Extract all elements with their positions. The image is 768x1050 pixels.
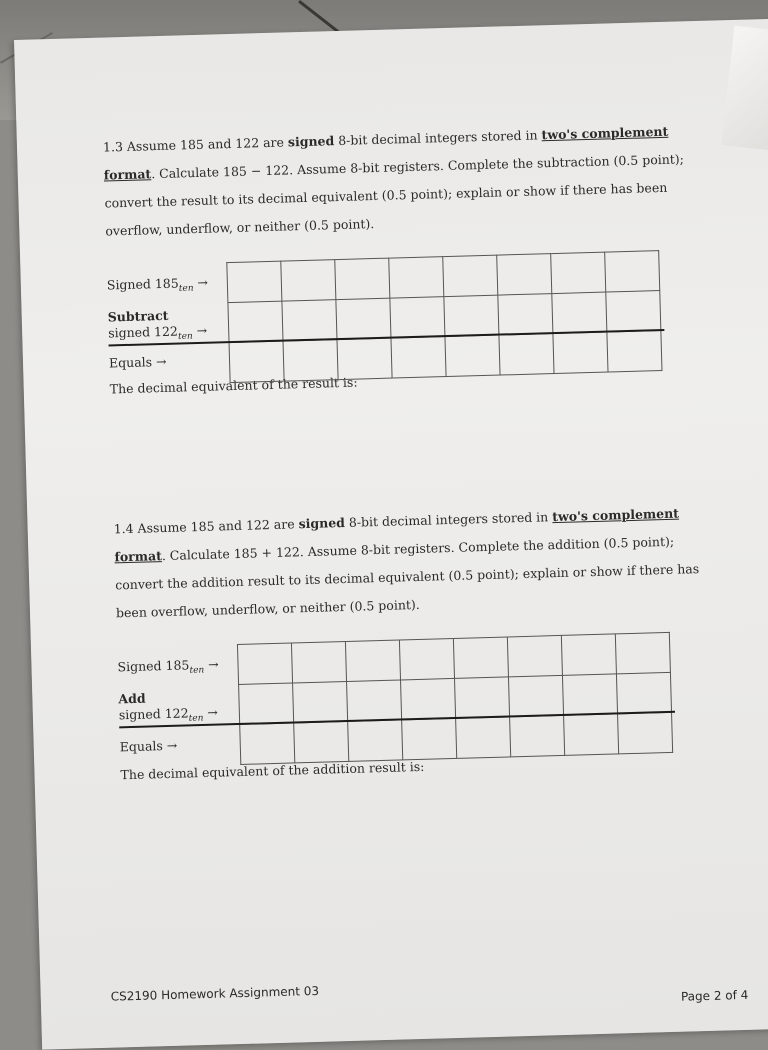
keyword-signed: signed: [298, 514, 346, 532]
result-prompt: The decimal equivalent of the addition result is:: [120, 758, 425, 783]
row-label-signed-122: signed $122_{ten}$ →: [118, 704, 218, 724]
bit-cell[interactable]: [337, 338, 392, 379]
bit-cell[interactable]: [348, 720, 403, 761]
keyword-twos-complement: two's complement format: [103, 123, 669, 183]
bit-cell[interactable]: [401, 678, 456, 719]
bit-cell[interactable]: [281, 260, 336, 301]
bit-cell[interactable]: [283, 340, 338, 381]
bit-cell[interactable]: [347, 680, 402, 721]
bit-cell[interactable]: [291, 641, 346, 682]
keyword-signed: signed: [287, 133, 335, 150]
bit-cell[interactable]: [616, 672, 671, 713]
bit-cell[interactable]: [445, 335, 500, 376]
bit-cell[interactable]: [618, 712, 673, 753]
bit-cell[interactable]: [237, 643, 292, 684]
result-prompt: The decimal equivalent of the result is:: [109, 374, 358, 397]
operation-label-add: Add: [118, 690, 146, 707]
bit-cell[interactable]: [561, 634, 616, 675]
question-number: 1.4: [113, 520, 134, 537]
bit-cell[interactable]: [551, 252, 606, 293]
bit-cell[interactable]: [497, 254, 552, 295]
bit-cell[interactable]: [345, 640, 400, 681]
bit-cell[interactable]: [553, 332, 608, 373]
row-label-equals: Equals →: [108, 353, 167, 371]
bit-cell[interactable]: [507, 635, 562, 676]
bit-cell[interactable]: [498, 294, 553, 335]
row-label-signed-185: Signed $185_{ten}$ →: [117, 656, 219, 676]
bit-grid-addition: [237, 632, 673, 765]
bit-cell[interactable]: [607, 331, 662, 372]
bit-cell[interactable]: [294, 721, 349, 762]
paper-sheet: [14, 18, 768, 1049]
paper-corner-curl: [721, 26, 768, 153]
bit-cell[interactable]: [499, 334, 554, 375]
bit-cell[interactable]: [402, 718, 457, 759]
question-number: 1.3: [102, 139, 124, 155]
row-label-signed-185: Signed $185_{ten}$ →: [106, 274, 209, 294]
bit-cell[interactable]: [239, 683, 294, 724]
bit-cell[interactable]: [336, 298, 391, 339]
row-label-equals: Equals →: [119, 737, 178, 755]
bit-cell[interactable]: [615, 632, 670, 673]
bit-cell[interactable]: [454, 677, 509, 718]
bit-cell[interactable]: [293, 681, 348, 722]
bit-cell[interactable]: [562, 674, 617, 715]
bit-cell[interactable]: [456, 717, 511, 758]
operation-label-subtract: Subtract: [107, 307, 169, 325]
bit-cell[interactable]: [390, 297, 445, 338]
bit-cell[interactable]: [391, 337, 446, 378]
bit-cell[interactable]: [228, 301, 283, 342]
footer-page-number: Page 2 of 4: [680, 987, 749, 1004]
keyword-twos-complement: two's complement format: [114, 505, 680, 565]
question-1-3-text: 1.3 Assume 185 and 122 are signed 8-bit decimal integers stored in two's complement format. Calculate 185 − 122. Assume 8-bit registers. Complete the subtraction (0.5 point); convert the result to its decimal equivalent (0.5 point); explain or show if there has been overflow, underflow, or neither (0.5 point).: [102, 123, 685, 239]
bit-cell[interactable]: [335, 258, 390, 299]
bit-cell[interactable]: [399, 638, 454, 679]
bit-cell[interactable]: [508, 675, 563, 716]
bit-cell[interactable]: [606, 291, 661, 332]
bit-cell[interactable]: [564, 714, 619, 755]
question-1-4-text: 1.4 Assume 185 and 122 are signed 8-bit decimal integers stored in two's complement format. Calculate 185 + 122. Assume 8-bit registers. Complete the addition (0.5 point); convert the addition result to its decimal equivalent (0.5 point); explain or show if there has been overflow, underflow, or neither (0.5 point).: [113, 505, 700, 621]
bit-cell[interactable]: [453, 637, 508, 678]
bit-cell[interactable]: [227, 261, 282, 302]
bit-cell[interactable]: [444, 295, 499, 336]
bit-grid-subtraction: [226, 250, 662, 383]
footer-course-title: CS2190 Homework Assignment 03: [110, 983, 320, 1004]
bit-cell[interactable]: [240, 723, 295, 764]
bit-cell[interactable]: [510, 715, 565, 756]
bit-cell[interactable]: [389, 257, 444, 298]
bit-cell[interactable]: [605, 251, 660, 292]
bit-cell[interactable]: [552, 292, 607, 333]
bit-cell[interactable]: [229, 341, 284, 382]
bit-cell[interactable]: [282, 300, 337, 341]
bit-cell[interactable]: [443, 255, 498, 296]
row-label-signed-122: signed $122_{ten}$ →: [108, 322, 208, 343]
